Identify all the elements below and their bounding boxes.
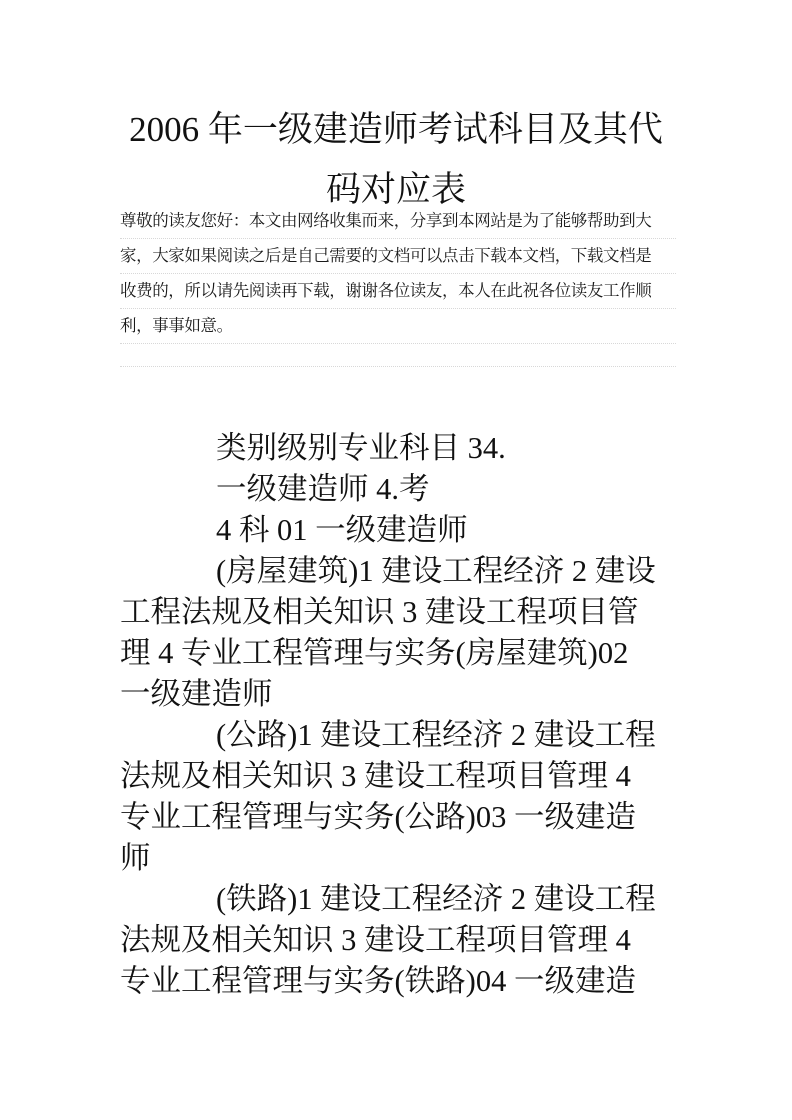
body-line: (铁路)1 建设工程经济 2 建设工程	[216, 882, 656, 916]
document-body	[120, 428, 676, 1002]
notice-line: 家，大家如果阅读之后是自己需要的文档可以点击下载本文档，下载文档是	[120, 239, 676, 274]
notice-line: 尊敬的读友您好：本文由网络收集而来，分享到本网站是为了能够帮助到大	[120, 204, 676, 239]
body-line: 4 科 01 一级建造师	[216, 513, 468, 547]
body-line: 法规及相关知识 3 建设工程项目管理 4	[120, 923, 631, 957]
body-line: 一级建造师 4.考	[216, 472, 430, 506]
body-line: 专业工程管理与实务(铁路)04 一级建造	[120, 964, 636, 998]
body-line: 类别级别专业科目 34.	[216, 431, 506, 465]
title-line-2: 码对应表	[325, 170, 466, 209]
body-line: 一级建造师	[120, 677, 273, 711]
document-title	[110, 100, 682, 220]
notice-line: 收费的，所以请先阅读再下载，谢谢各位读友，本人在此祝各位读友工作顺	[120, 274, 676, 309]
body-line: 法规及相关知识 3 建设工程项目管理 4	[120, 759, 631, 793]
notice-divider	[120, 344, 676, 367]
download-notice	[120, 204, 676, 367]
body-line: 专业工程管理与实务(公路)03 一级建造	[120, 800, 636, 834]
body-line: (公路)1 建设工程经济 2 建设工程	[216, 718, 656, 752]
notice-line: 利，事事如意。	[120, 309, 676, 344]
body-line: (房屋建筑)1 建设工程经济 2 建设	[216, 554, 656, 588]
body-line: 理 4 专业工程管理与实务(房屋建筑)02	[120, 636, 629, 670]
body-line: 工程法规及相关知识 3 建设工程项目管	[120, 595, 639, 629]
title-line-1: 2006 年一级建造师考试科目及其代	[129, 110, 663, 149]
body-line: 师	[120, 841, 151, 875]
